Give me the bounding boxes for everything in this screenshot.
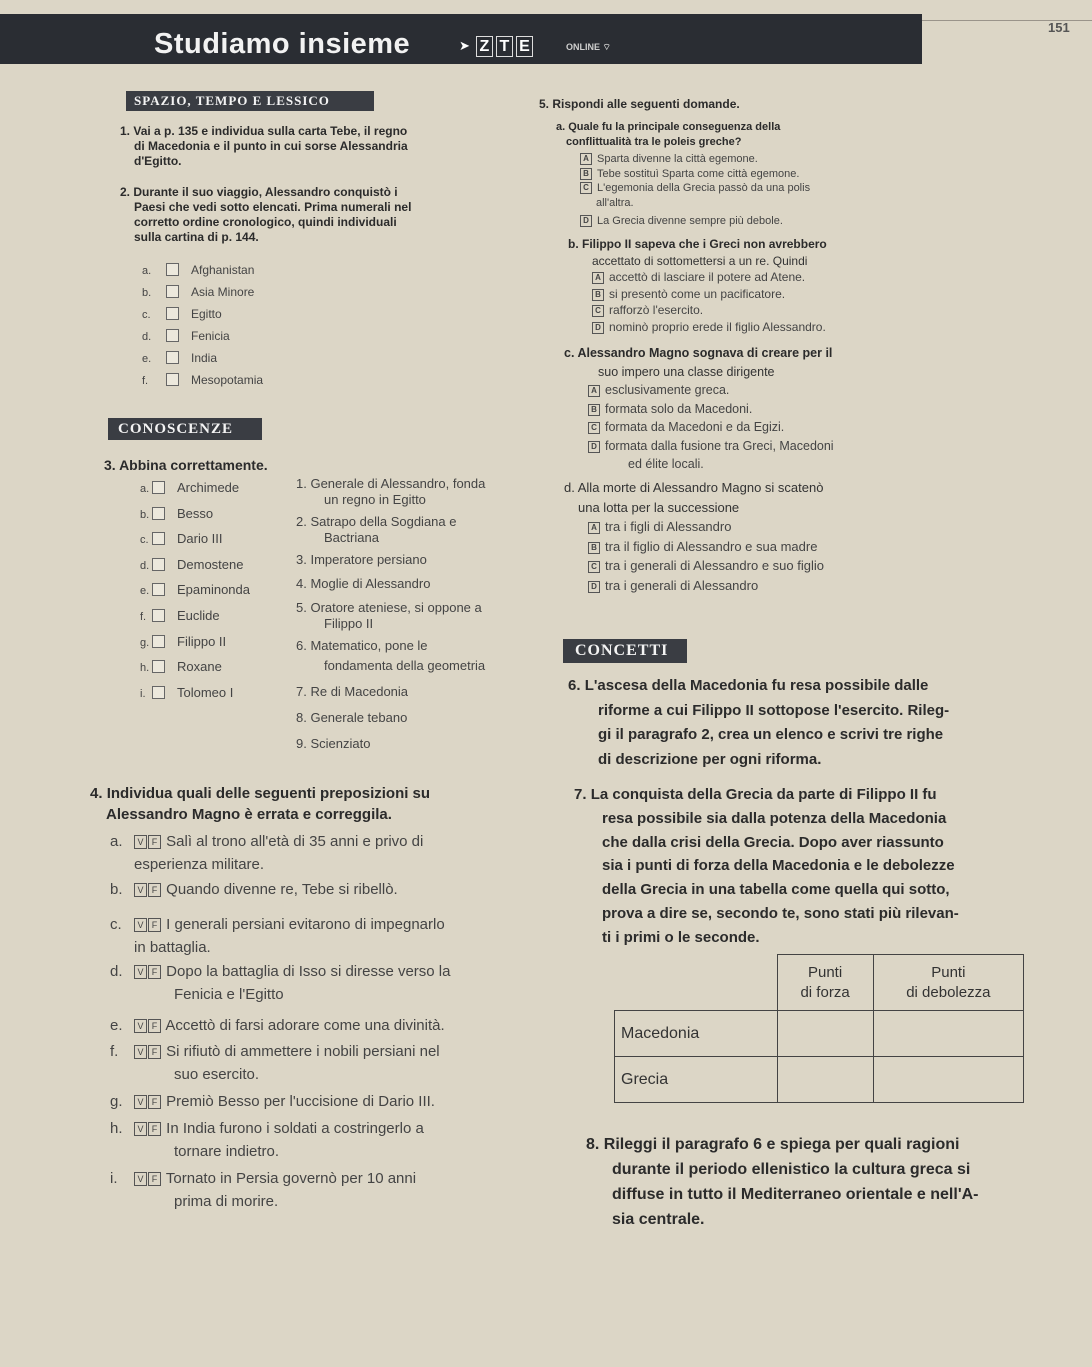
strengths-weaknesses-table: [614, 954, 1024, 1103]
list-item: i. V F Tornato in Persia governò per 10 anni prima di morire.: [110, 1170, 417, 1210]
list-item: 5. Oratore ateniese, si oppone a Filippo II: [296, 600, 482, 631]
table-row: [615, 1057, 1024, 1103]
option[interactable]: B Tebe sostituì Sparta come città egemone.: [556, 167, 916, 182]
option[interactable]: B formata solo da Macedoni.: [564, 400, 934, 419]
table-cell[interactable]: [777, 1011, 873, 1057]
list-item: h. V F In India furono i soldati a costringerlo a tornare indietro.: [110, 1120, 424, 1160]
list-item: d. Demostene: [140, 556, 244, 572]
list-item: 8. Generale tebano: [296, 710, 408, 725]
match-box[interactable]: [152, 660, 165, 673]
list-item: g. Filippo II: [140, 633, 227, 649]
question-6: 6. L'ascesa della Macedonia fu resa possibile dalle riforme a cui Filippo II sottopose l'esercito. Rileg- gi il paragrafo 2, crea un elenco e scrivi tre righe di descrizione per ogni riforma.: [568, 677, 950, 768]
match-box[interactable]: [152, 532, 165, 545]
list-item: 2. Satrapo della Sogdiana e Bactriana: [296, 514, 457, 545]
table-corner: [615, 955, 778, 1011]
list-item: a. Afghanistan: [142, 263, 255, 277]
wifi-icon: ⌔: [602, 42, 611, 52]
false-box[interactable]: F: [148, 883, 161, 897]
match-box[interactable]: [152, 686, 165, 699]
option[interactable]: D La Grecia divenne sempre più debole.: [556, 214, 916, 229]
q5-b: b. Filippo II sapeva che i Greci non avrebbero accettato di sottomettersi a un re. Quindi A accettò di lasciare il potere ad Atene. B si presentò come un pacificatore. C rafforzò l'esercito. D nominò proprio erede il figlio Alessandro.: [568, 236, 918, 335]
online-label: ONLINE ⌔: [566, 42, 611, 52]
list-item: f. Euclide: [140, 607, 220, 623]
list-item: e. V F Accettò di farsi adorare come una divinità.: [110, 1017, 445, 1034]
q3-right-list: [296, 476, 485, 760]
q5-d: d. Alla morte di Alessandro Magno si scatenò una lotta per la successione A tra i figli di Alessandro B tra il figlio di Alessandro e sua madre C tra i generali di Alessandro e suo figlio D tra i generali di Alessandro: [564, 478, 944, 595]
q2-list: [142, 260, 263, 392]
q5-c: c. Alessandro Magno sognava di creare per il suo impero una classe dirigente A esclusivamente greca. B formata solo da Macedoni. C formata da Macedoni e da Egizi. D formata dalla fusione tra Greci, Macedoni ed élite locali.: [564, 344, 934, 474]
list-item: 1. Generale di Alessandro, fonda un regno in Egitto: [296, 476, 486, 507]
question-1: 1. Vai a p. 135 e individua sulla carta Tebe, il regno di Macedonia e il punto in cui sorse Alessandria d'Egitto.: [120, 124, 408, 168]
option[interactable]: D tra i generali di Alessandro: [564, 576, 944, 596]
zte-logo: [459, 36, 533, 56]
list-item: d. Fenicia: [142, 329, 230, 343]
option[interactable]: A esclusivamente greca.: [564, 381, 934, 400]
zte-letter: Z: [476, 36, 493, 57]
list-item: b. Besso: [140, 505, 214, 521]
list-item: a. Archimede: [140, 480, 240, 495]
list-item: e. Epaminonda: [140, 582, 250, 598]
false-box[interactable]: F: [148, 1122, 161, 1136]
number-box[interactable]: [166, 373, 179, 386]
false-box[interactable]: F: [148, 1045, 161, 1059]
list-item: 4. Moglie di Alessandro: [296, 576, 431, 591]
option[interactable]: D nominò proprio erede il figlio Alessandro.: [568, 319, 918, 336]
list-item: c. Dario III: [140, 531, 223, 547]
false-box[interactable]: F: [148, 965, 161, 979]
true-box[interactable]: V: [134, 965, 147, 979]
true-box[interactable]: V: [134, 1172, 147, 1186]
option[interactable]: D formata dalla fusione tra Greci, Macedoni ed élite locali.: [564, 437, 934, 474]
option[interactable]: A accettò di lasciare il potere ad Atene.: [568, 269, 918, 286]
true-box[interactable]: V: [134, 883, 147, 897]
question-8: 8. Rileggi il paragrafo 6 e spiega per quali ragioni durante il periodo ellenistico la cultura greca si diffuse in tutto il Mediterraneo orientale e nell'A- sia centrale.: [586, 1136, 979, 1228]
option[interactable]: B si presentò come un pacificatore.: [568, 286, 918, 303]
list-item: g. V F Premiò Besso per l'uccisione di Dario III.: [110, 1093, 435, 1110]
list-item: a. V F Salì al trono all'età di 35 anni e privo di esperienza militare.: [110, 833, 424, 873]
table-header: Punti di debolezza: [873, 955, 1023, 1011]
list-item: c. Egitto: [142, 307, 222, 321]
table-cell[interactable]: [873, 1057, 1023, 1103]
question-3: 3. Abbina correttamente.: [104, 457, 268, 473]
number-box[interactable]: [166, 307, 179, 320]
option[interactable]: C tra i generali di Alessandro e suo figlio: [564, 556, 944, 576]
match-box[interactable]: [152, 558, 165, 571]
option[interactable]: C formata da Macedoni e da Egizi.: [564, 418, 934, 437]
page-title: Studiamo insieme: [154, 28, 411, 60]
true-box[interactable]: V: [134, 918, 147, 932]
true-box[interactable]: V: [134, 835, 147, 849]
list-item: h. Roxane: [140, 659, 222, 675]
false-box[interactable]: F: [148, 1095, 161, 1109]
number-box[interactable]: [166, 329, 179, 342]
match-box[interactable]: [152, 481, 165, 494]
page-number: 151: [1048, 20, 1070, 35]
option[interactable]: B tra il figlio di Alessandro e sua madre: [564, 537, 944, 557]
list-item: i. Tolomeo I: [140, 684, 234, 700]
q4-list: [110, 830, 550, 1213]
match-box[interactable]: [152, 583, 165, 596]
true-box[interactable]: V: [134, 1122, 147, 1136]
list-item: c. V F I generali persiani evitarono di impegnarlo in battaglia.: [110, 916, 445, 956]
number-box[interactable]: [166, 263, 179, 276]
table-cell[interactable]: [873, 1011, 1023, 1057]
zte-letter: T: [496, 36, 513, 57]
option[interactable]: A Sparta divenne la città egemone.: [556, 152, 916, 167]
option[interactable]: C L'egemonia della Grecia passò da una polis all'altra.: [556, 181, 916, 210]
row-label: Macedonia: [615, 1011, 778, 1057]
list-item: 9. Scienziato: [296, 736, 371, 751]
section-conoscenze: CONOSCENZE: [108, 418, 262, 440]
cursor-icon: ➤: [459, 38, 470, 53]
question-7: 7. La conquista della Grecia da parte di Filippo II fu resa possibile sia dalla potenza della Macedonia che dalla crisi della Grecia. Dopo aver riassunto sia i punti di forza della Macedonia e le debolezze della Grecia in una tabella come quella qui sotto, prova a dire se, secondo te, sono stati più rilevan- ti i primi o le seconde.: [574, 786, 959, 946]
table-header: Punti di forza: [777, 955, 873, 1011]
number-box[interactable]: [166, 351, 179, 364]
question-2: 2. Durante il suo viaggio, Alessandro conquistò i Paesi che vedi sotto elencati. Prima numerali nel corretto ordine cronologico, quindi individuali sulla cartina di p. 144.: [120, 185, 412, 244]
match-box[interactable]: [152, 609, 165, 622]
zte-letter: E: [516, 36, 533, 57]
question-4: 4. Individua quali delle seguenti preposizioni su Alessandro Magno è errata e correggila.: [90, 785, 431, 823]
section-concetti: CONCETTI: [563, 639, 687, 663]
false-box[interactable]: F: [148, 1019, 161, 1033]
table-cell[interactable]: [777, 1057, 873, 1103]
true-box[interactable]: V: [134, 1019, 147, 1033]
number-box[interactable]: [166, 285, 179, 298]
true-box[interactable]: V: [134, 1095, 147, 1109]
section-spazio: SPAZIO, TEMPO E LESSICO: [126, 91, 374, 111]
q3-left-list: [140, 476, 250, 706]
false-box[interactable]: F: [148, 1172, 161, 1186]
match-box[interactable]: [152, 507, 165, 520]
list-item: 3. Imperatore persiano: [296, 552, 427, 567]
list-item: 6. Matematico, pone le fondamenta della geometria: [296, 638, 486, 673]
list-item: d. V F Dopo la battaglia di Isso si diresse verso la Fenicia e l'Egitto: [110, 963, 451, 1003]
list-item: f. V F Si rifiutò di ammettere i nobili persiani nel suo esercito.: [110, 1043, 440, 1083]
match-box[interactable]: [152, 635, 165, 648]
option[interactable]: A tra i figli di Alessandro: [564, 517, 944, 537]
true-box[interactable]: V: [134, 1045, 147, 1059]
list-item: f. Mesopotamia: [142, 373, 264, 387]
list-item: e. India: [142, 351, 218, 365]
option[interactable]: C rafforzò l'esercito.: [568, 302, 918, 319]
row-label: Grecia: [615, 1057, 778, 1103]
q5-a: a. Quale fu la principale conseguenza della conflittualità tra le poleis greche? A Sparta divenne la città egemone. B Tebe sostituì Sparta come città egemone. C L'egemonia della Grecia passò da una polis all'altra. D La Grecia divenne sempre più debole.: [556, 120, 916, 229]
table-row: [615, 1011, 1024, 1057]
list-item: b. V F Quando divenne re, Tebe si ribellò.: [110, 881, 398, 898]
question-5: 5. Rispondi alle seguenti domande.: [539, 97, 740, 111]
list-item: 7. Re di Macedonia: [296, 684, 409, 699]
false-box[interactable]: F: [148, 835, 161, 849]
list-item: b. Asia Minore: [142, 285, 255, 299]
false-box[interactable]: F: [148, 918, 161, 932]
